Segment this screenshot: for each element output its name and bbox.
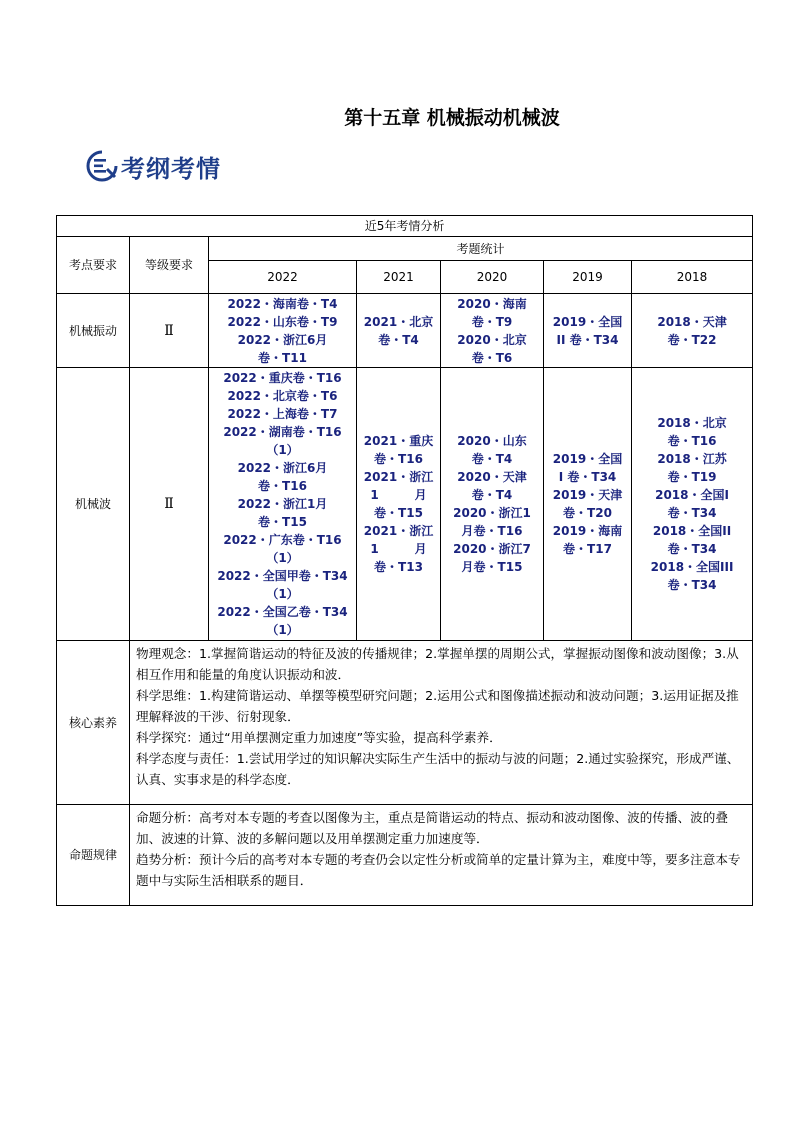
- exam-ref-line: 2020・浙江1: [453, 506, 531, 520]
- exam-ref-line: I 卷・T34: [558, 470, 617, 484]
- exam-ref-line: 卷・T34: [667, 542, 717, 556]
- exam-ref-line: 2022・海南卷・T4: [227, 296, 338, 311]
- core-literacy-label: 核心素养: [57, 641, 130, 805]
- core-literacy-text: [130, 641, 753, 805]
- core-line: 科学态度与责任：1.尝试用学过的知识解决实际生产生活中的振动与波的问题；2.通过实验探究，形成严谨、认真、实事求是的科学态度．: [136, 751, 740, 787]
- exam-ref-line: 2021・浙江: [363, 524, 434, 538]
- exam-ref-line: 卷・T15: [374, 506, 423, 520]
- exam-ref-line: 月卷・T16: [461, 524, 523, 538]
- exam-ref-line: （1）: [266, 623, 299, 637]
- header-point: 考点要求: [57, 237, 130, 294]
- exam-cell: [357, 368, 441, 641]
- exam-ref-line: 2018・全国I: [655, 488, 729, 502]
- exam-ref-line: 2018・全国III: [650, 560, 734, 574]
- exam-cell: [357, 294, 441, 368]
- core-line: 科学思维：1.构建简谐运动、单摆等模型研究问题；2.运用公式和图像描述振动和波动问题；3.运用证据及推理解释波的干涉、衍射现象．: [136, 688, 739, 724]
- exam-ref-line: 2019・天津: [552, 488, 623, 502]
- header-year: 2022: [209, 261, 357, 294]
- exam-ref-line: 2020・北京: [457, 332, 527, 347]
- exam-ref-line: 2020・浙江7: [453, 542, 531, 556]
- exam-pattern-text: [130, 805, 753, 906]
- chapter-title: 第十五章 机械振动机械波: [344, 107, 560, 129]
- header-stats: 考题统计: [209, 237, 753, 261]
- exam-cell: [632, 294, 753, 368]
- exam-ref-line: 2022・山东卷・T9: [227, 314, 338, 329]
- rule-line: 命题分析：高考对本专题的考查以图像为主，重点是简谐运动的特点、振动和波动图像、波的传播、波的叠加、波速的计算、波的多解问题以及用单摆测定重力加速度等．: [136, 810, 728, 846]
- exam-ref-line: 2022・北京卷・T6: [227, 389, 338, 403]
- exam-ref-line: 2022・全国乙卷・T34: [217, 605, 348, 619]
- exam-ref-line: 卷・T13: [374, 560, 423, 574]
- document-list-icon: [85, 149, 119, 183]
- exam-ref-line: 2021・重庆: [363, 434, 434, 448]
- row-level: Ⅱ: [130, 294, 209, 368]
- exam-cell: [544, 368, 632, 641]
- exam-ref-line: 2021・北京: [363, 314, 434, 329]
- row-point: 机械波: [57, 368, 130, 641]
- exam-ref-line: 卷・T16: [667, 434, 717, 448]
- exam-ref-line: 2019・海南: [552, 524, 623, 538]
- header-year: 2021: [357, 261, 441, 294]
- header-year: 2019: [544, 261, 632, 294]
- exam-ref-line: 2022・浙江6月: [237, 461, 328, 475]
- exam-ref-line: 卷・T34: [667, 506, 717, 520]
- exam-ref-line: 1 月: [370, 542, 427, 556]
- section-banner: [85, 148, 221, 184]
- exam-ref-line: 2020・山东: [457, 434, 527, 448]
- exam-ref-line: 卷・T34: [667, 578, 717, 592]
- table-caption: 近5年考情分析: [57, 216, 753, 237]
- exam-ref-line: 卷・T9: [471, 314, 513, 329]
- exam-ref-line: 卷・T15: [258, 515, 307, 529]
- exam-ref-line: 卷・T16: [374, 452, 423, 466]
- exam-ref-line: 1 月: [370, 488, 427, 502]
- exam-cell: [632, 368, 753, 641]
- exam-ref-line: 卷・T11: [258, 350, 307, 365]
- table-row-vibration: [57, 294, 753, 368]
- exam-ref-line: （1）: [266, 551, 299, 565]
- table-row-wave: [57, 368, 753, 641]
- exam-ref-line: 卷・T4: [378, 332, 419, 347]
- exam-analysis-table: [56, 215, 753, 906]
- exam-ref-line: II 卷・T34: [556, 332, 619, 347]
- exam-cell: [209, 294, 357, 368]
- exam-ref-line: 2019・全国: [552, 452, 623, 466]
- exam-ref-line: 2021・浙江: [363, 470, 434, 484]
- row-level: Ⅱ: [130, 368, 209, 641]
- exam-ref-line: 2022・广东卷・T16: [223, 533, 342, 547]
- core-line: 物理观念：1.掌握简谐运动的特征及波的传播规律；2.掌握单摆的周期公式，掌握振动图像和波动图像；3.从相互作用和能量的角度认识振动和波．: [136, 646, 739, 682]
- exam-ref-line: 2022・浙江1月: [237, 497, 328, 511]
- exam-ref-line: 2022・全国甲卷・T34: [217, 569, 348, 583]
- exam-cell: [441, 294, 544, 368]
- exam-ref-line: 卷・T6: [471, 350, 513, 365]
- core-line: 科学探究：通过“用单摆测定重力加速度”等实验，提高科学素养．: [136, 730, 502, 745]
- exam-pattern-label: 命题规律: [57, 805, 130, 906]
- banner-label: 考纲考情: [121, 154, 221, 183]
- exam-ref-line: 2018・全国II: [652, 524, 732, 538]
- exam-ref-line: 卷・T4: [471, 488, 513, 502]
- exam-ref-line: 卷・T19: [667, 470, 717, 484]
- exam-ref-line: 2022・重庆卷・T16: [223, 371, 342, 385]
- exam-ref-line: 卷・T4: [471, 452, 513, 466]
- exam-ref-line: 2022・湖南卷・T16: [223, 425, 342, 439]
- exam-ref-line: 2020・海南: [457, 296, 527, 311]
- exam-ref-line: 卷・T22: [667, 332, 717, 347]
- header-year: 2020: [441, 261, 544, 294]
- exam-ref-line: 月卷・T15: [461, 560, 523, 574]
- exam-ref-line: 2020・天津: [457, 470, 527, 484]
- exam-cell: [209, 368, 357, 641]
- row-point: 机械振动: [57, 294, 130, 368]
- exam-ref-line: 2022・浙江6月: [237, 332, 328, 347]
- exam-ref-line: 2019・全国: [552, 314, 623, 329]
- exam-ref-line: （1）: [266, 587, 299, 601]
- exam-ref-line: 卷・T17: [563, 542, 612, 556]
- exam-ref-line: 卷・T16: [258, 479, 307, 493]
- rule-line: 趋势分析：预计今后的高考对本专题的考查仍会以定性分析或简单的定量计算为主，难度中等，要多注意本专题中与实际生活相联系的题目．: [136, 852, 741, 888]
- exam-ref-line: 2018・北京: [657, 416, 727, 430]
- header-level: 等级要求: [130, 237, 209, 294]
- exam-cell: [544, 294, 632, 368]
- exam-ref-line: 卷・T20: [563, 506, 612, 520]
- exam-cell: [441, 368, 544, 641]
- header-year: 2018: [632, 261, 753, 294]
- exam-ref-line: 2018・江苏: [657, 452, 727, 466]
- exam-ref-line: 2022・上海卷・T7: [227, 407, 338, 421]
- exam-ref-line: （1）: [266, 443, 299, 457]
- exam-ref-line: 2018・天津: [657, 314, 727, 329]
